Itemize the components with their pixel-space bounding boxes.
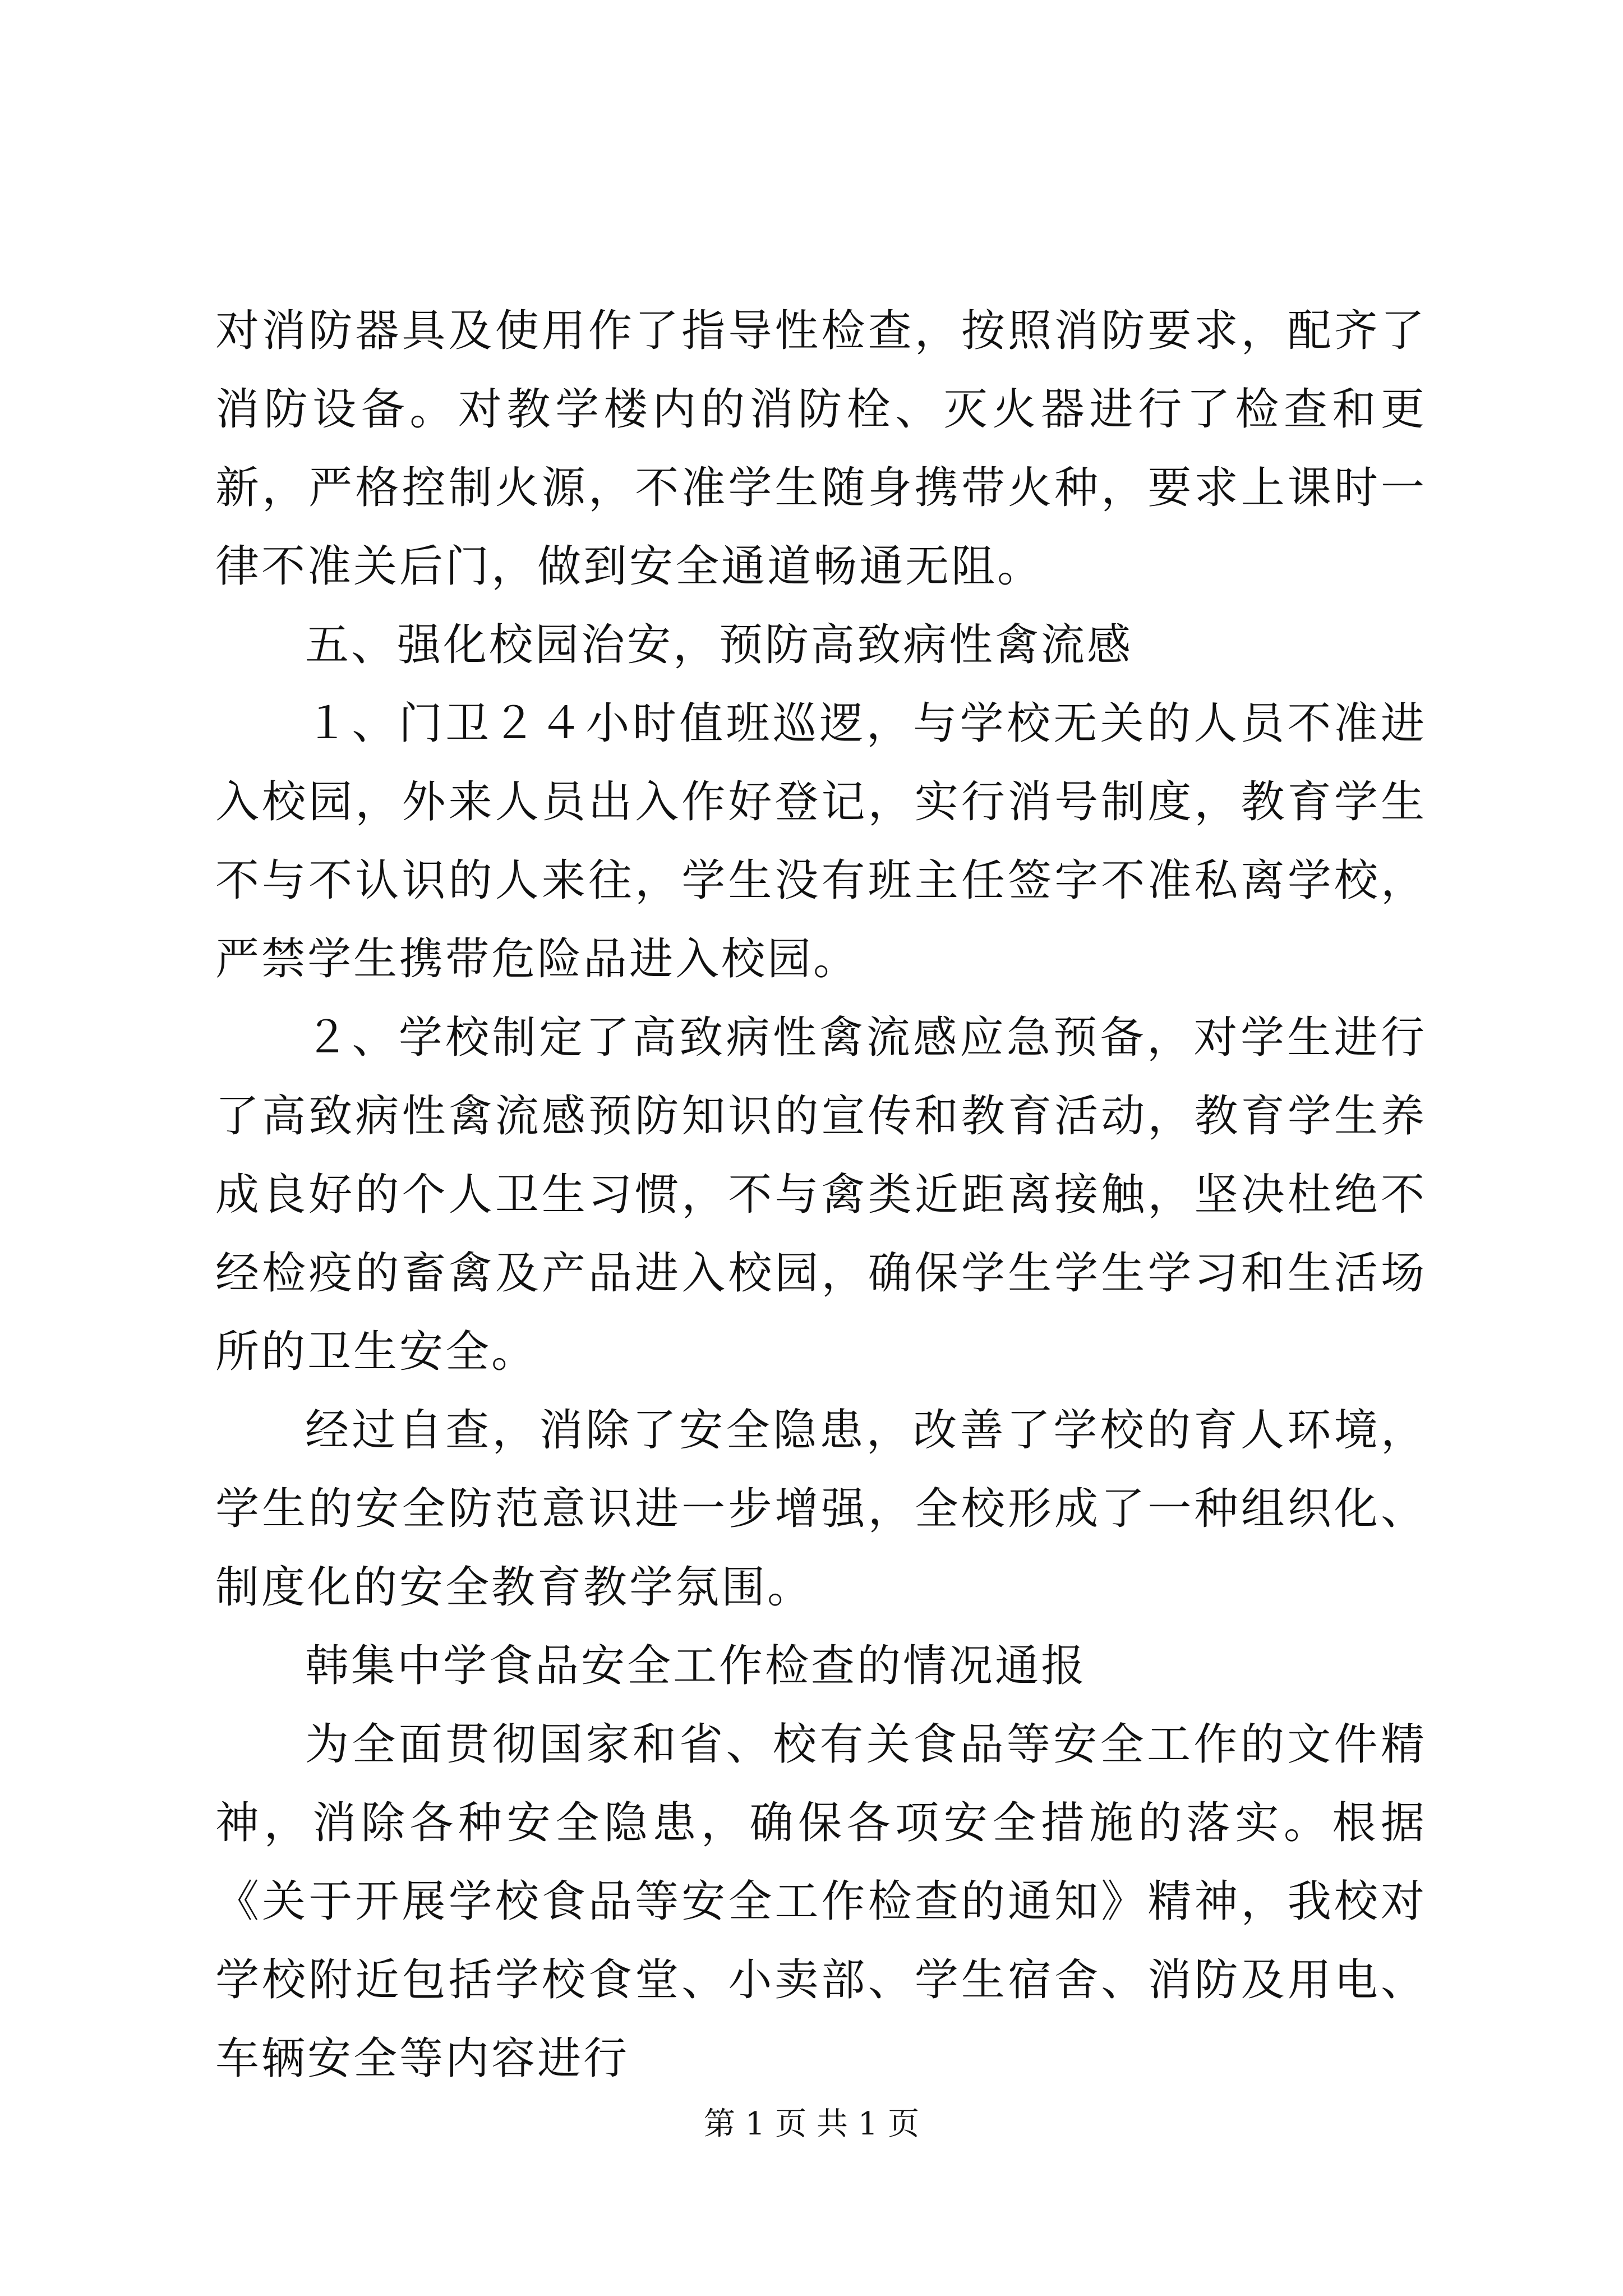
document-body [215, 292, 1427, 2098]
report-title-food-safety: 韩集中学食品安全工作检查的情况通报 [305, 1641, 1087, 1691]
paragraph-fire-safety: 对消防器具及使用作了指导性检查，按照消防要求，配齐了消防设备。对教学楼内的消防栓、灭火器进行了检查和更新，严格控制火源，不准学生随身携带火种，要求上课时一律不准关后门，做到安全通道畅通无阻。 [215, 306, 1427, 592]
paragraph-item-1-guard-duty: １、门卫２４小时值班巡逻，与学校无关的人员不准进入校园，外来人员出入作好登记，实行消号制度，教育学生不与不认识的人来往，学生没有班主任签字不准私离学校，严禁学生携带危险品进入校园。 [215, 698, 1427, 984]
paragraph-self-inspection-summary: 经过自查，消除了安全隐患，改善了学校的育人环境，学生的安全防范意识进一步增强，全校形成了一种组织化、制度化的安全教育教学氛围。 [215, 1405, 1427, 1613]
paragraph-item-2-avian-flu: ２、学校制定了高致病性禽流感应急预备，对学生进行了高致病性禽流感预防知识的宣传和教育活动，教育学生养成良好的个人卫生习惯，不与禽类近距离接触，坚决杜绝不经检疫的畜禽及产品进入校园，确保学生学生学习和生活场所的卫生安全。 [215, 1013, 1427, 1377]
paragraph-food-safety-intro: 为全面贯彻国家和省、校有关食品等安全工作的文件精神，消除各种安全隐患，确保各项安全措施的落实。根据《关于开展学校食品等安全工作检查的通知》精神，我校对学校附近包括学校食堂、小卖部、学生宿舍、消防及用电、车辆安全等内容进行 [215, 1719, 1427, 2084]
section-heading-campus-security: 五、强化校园治安，预防高致病性禽流感 [305, 620, 1133, 670]
page-footer: 第 1 页 共 1 页 [703, 2106, 920, 2142]
